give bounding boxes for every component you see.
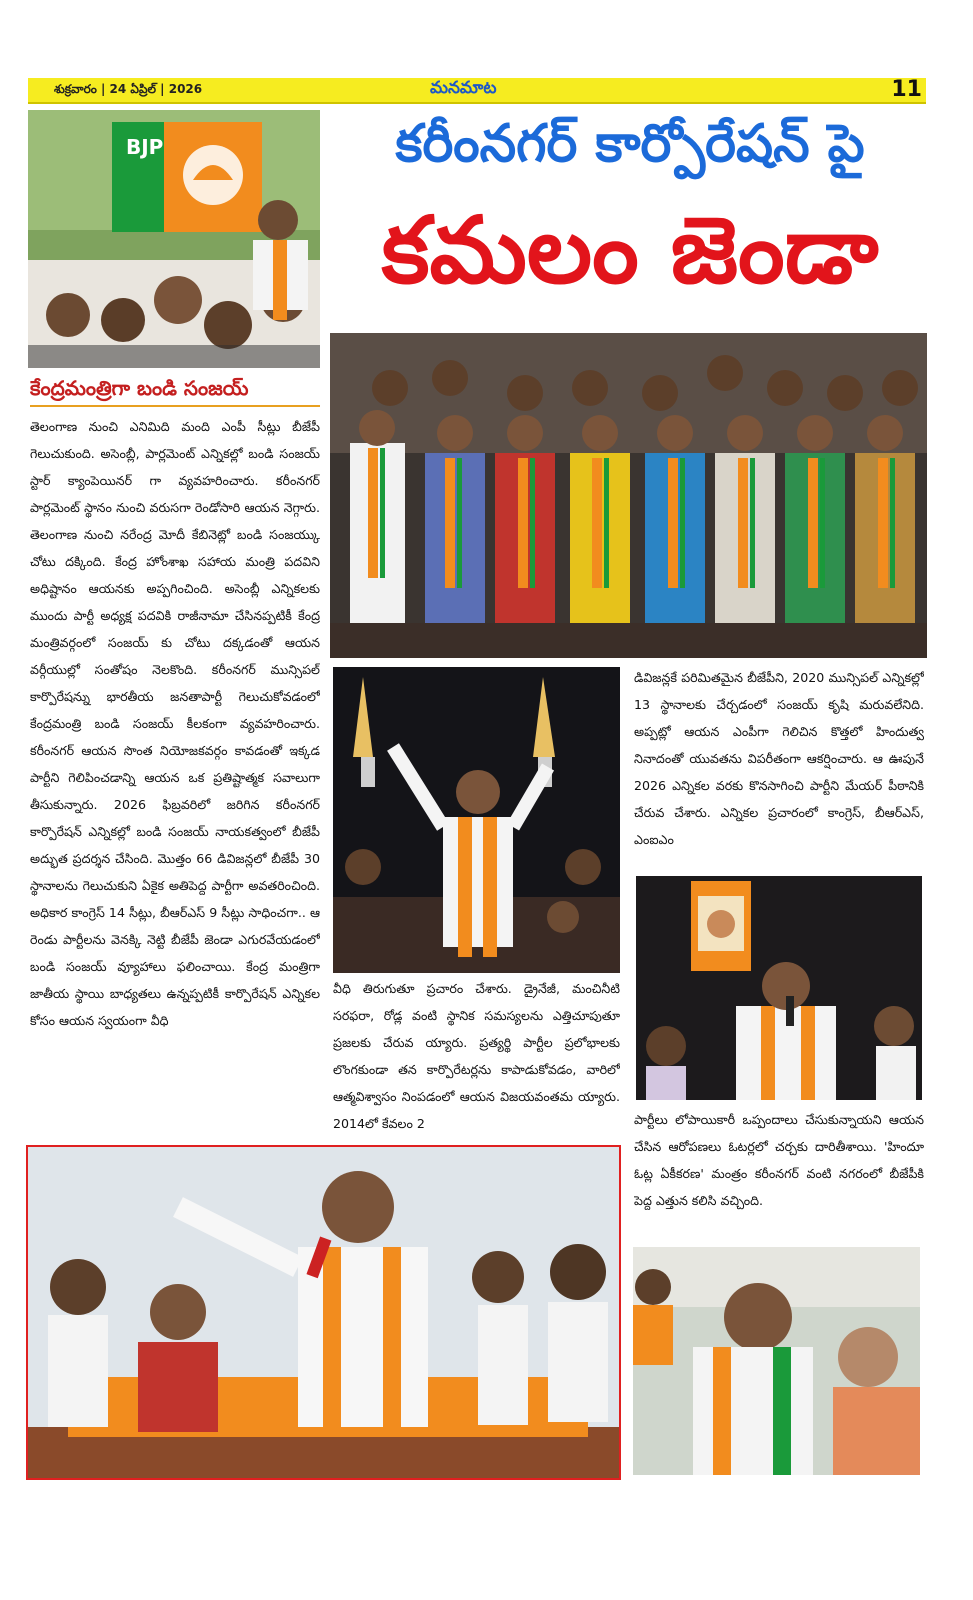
headline-line-2: కమలం జెండా bbox=[381, 197, 879, 304]
article-column-right-top bbox=[634, 664, 924, 864]
headline-line-1: కరీంనగర్ కార్పోరేషన్ పై bbox=[395, 114, 865, 174]
photo-night-rally-fireworks bbox=[333, 667, 620, 973]
article-text: తెలంగాణ నుంచి ఎనిమిది మంది ఎంపీ సీట్లు బీజేపీ గెలుచుకుంది. అసెంబ్లీ, పార్లమెంట్ ఎన్నికల్లో బండి సంజయ్ స్టార్ క్యాంపెయినర్ గా వ్యవహరించారు. కరీంనగర్ పార్లమెంట్ స్థానం నుంచి వరుసగా రెండోసారి ఆయన నెగ్గారు. తెలంగాణ నుంచి నరేంద్ర మోదీ కేబినెట్లో బండి సంజయ్కు చోటు దక్కింది. కేంద్ర హోంశాఖ సహాయ మంత్రి పదవిని అధిష్టానం ఆయనకు అప్పగించింది. అసెంబ్లీ ఎన్నికలకు ముందు పార్టీ అధ్యక్ష పదవికి రాజీనామా చేసినప్పటికీ కేంద్ర మంత్రివర్గంలో సంజయ్ కు చోటు దక్కడంతో ఆయన వర్గీయుల్లో సంతోషం నెలకొంది. కరీంనగర్ మున్సిపల్ కార్పొరేషన్ను భారతీయ జనతాపార్టీ గెలుచుకోవడంలో కేంద్రమంత్రి బండి సంజయ్ కీలకంగా వ్యవహరించారు. కరీంనగర్ ఆయన సొంత నియోజకవర్గం కావడంతో ఇక్కడ పార్టీని గెలిపించడాన్ని ఆయన ఒక ప్రతిష్టాత్మక సవాలుగా తీసుకున్నారు. 2026 ఫిబ్రవరిలో జరిగిన కరీంనగర్ కార్పొరేషన్ ఎన్నికల్లో బండి సంజయ్ నాయకత్వంలో బీజేపీ అద్భుత ప్రదర్శన చేసింది. మొత్తం 66 డివిజన్లలో బీజేపీ 30 స్థానాలను గెలుచుకుని ఏకైక అతిపెద్ద పార్టీగా అవతరించింది. అధికార కాంగ్రెస్ 14 సీట్లు, బీఆర్ఎస్ 9 సీట్లు సాధించగా.. ఆ రెండు పార్టీలను వెనక్కి నెట్టి బీజేపీ జెండా ఎగురవేయడంలో బండి సంజయ్ వ్యూహాలు ఫలించాయి. కేంద్ర మంత్రిగా జాతీయ స్థాయి బాధ్యతలు ఉన్నప్పటికీ కార్పొరేషన్ ఎన్నికల కోసం ఆయన స్వయంగా వీధి bbox=[30, 419, 320, 1028]
photo-campaign-vehicle-rally bbox=[26, 1145, 621, 1480]
article-column-right-bottom bbox=[634, 1106, 924, 1242]
photo-corporators-group bbox=[330, 333, 927, 658]
newspaper-logo: మనమాట bbox=[430, 78, 497, 98]
photo-leader-with-booklet bbox=[636, 876, 922, 1100]
article-text: పార్టీలు లోపాయికారీ ఒప్పందాలు చేసుకున్నాయని ఆయన చేసిన ఆరోపణలు ఓటర్లలో చర్చకు దారితీశాయి. 'హిందూ ఓట్ల ఏకీకరణ' మంత్రం కరీంనగర్ వంటి నగరంలో బీజేపీకి పెద్ద ఎత్తున కలిసి వచ్చింది. bbox=[634, 1112, 924, 1208]
article-column-left bbox=[30, 413, 320, 1133]
article-text: డివిజన్లకే పరిమితమైన బీజేపీని, 2020 మున్సిపల్ ఎన్నికల్లో 13 స్థానాలకు చేర్చడంలో సంజయ్ కృషి మరువలేనిది. అప్పట్లో ఆయన ఎంపీగా గెలిచిన కొత్తలో హిందుత్వ నినాదంతో యువతను విపరీతంగా ఆకర్షించారు. ఆ ఊపునే 2026 ఎన్నికల వరకు కొనసాగించి పార్టీని మేయర్ పీఠానికి చేరువ చేశారు. ఎన్నికల ప్రచారంలో కాంగ్రెస్, బీఆర్ఎస్, ఎంఐఎం bbox=[634, 670, 924, 847]
photo-leader-greeting-elder bbox=[633, 1247, 920, 1475]
subhead: కేంద్రమంత్రిగా బండి సంజయ్ bbox=[30, 371, 320, 407]
page-number: 11 bbox=[891, 77, 922, 102]
header-bar bbox=[28, 78, 926, 104]
header-date: శుక్రవారం | 24 ఏప్రిల్ | 2026 bbox=[54, 82, 203, 96]
article-text: వీధి తిరుగుతూ ప్రచారం చేశారు. డ్రైనేజీ, మంచినీటి సరఫరా, రోడ్ల వంటి స్థానిక సమస్యలను ఎత్తిచూపుతూ ప్రజలకు చేరువ య్యారు. ప్రత్యర్థి పార్టీల ప్రలోభాలకు లొంగకుండా తన కార్పొరేటర్లను కాపాడుకోవడం, వారిలో ఆత్మవిశ్వాసం నింపడంలో ఆయన విజయవంతమ య్యారు. 2014లో కేవలం 2 bbox=[333, 981, 620, 1131]
article-column-middle bbox=[333, 975, 620, 1135]
photo-bjp-flag-crowd bbox=[28, 110, 320, 368]
flag-letters: BJP bbox=[126, 135, 164, 159]
